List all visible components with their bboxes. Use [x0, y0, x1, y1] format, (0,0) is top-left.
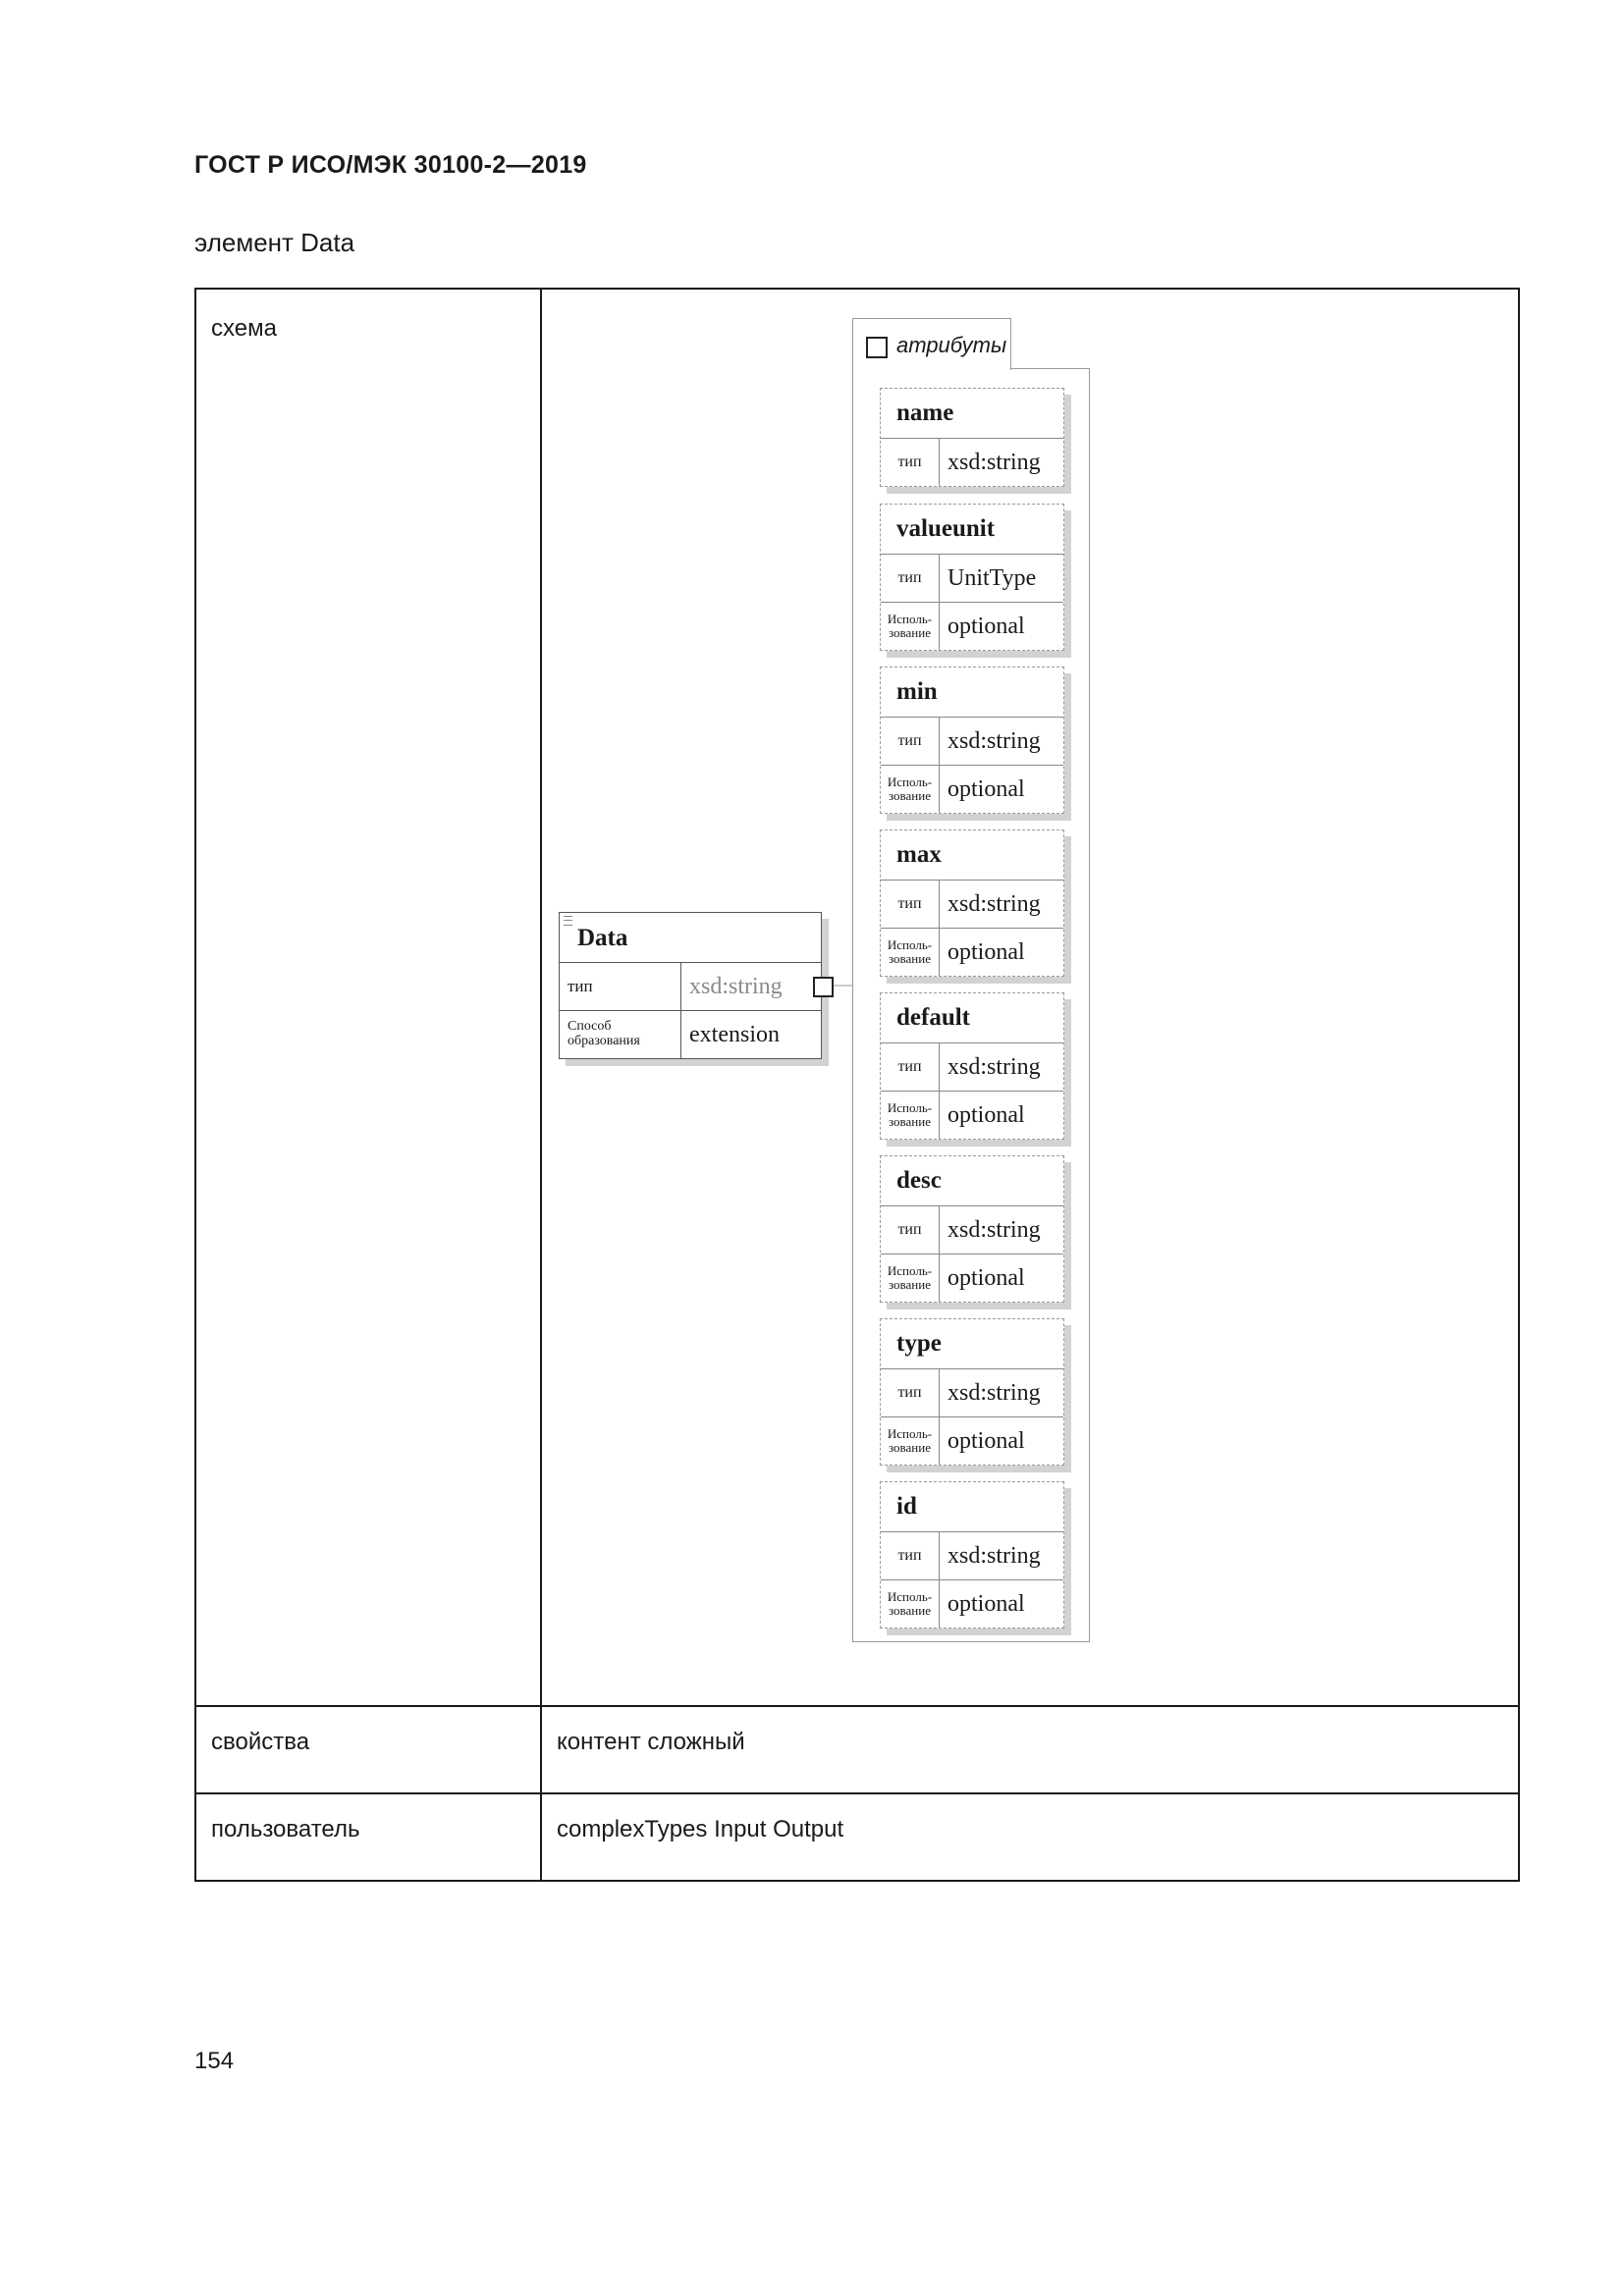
attribute-type-label: тип — [881, 1369, 940, 1416]
attribute-name[interactable] — [880, 388, 1064, 487]
attribute-type-label: тип — [881, 1532, 940, 1579]
element-title-row — [560, 913, 821, 963]
attribute-usage-row — [881, 1092, 1063, 1139]
attribute-type-value: xsd:string — [947, 727, 1041, 754]
attribute-usage-label: Исполь-зование — [881, 1092, 940, 1139]
attribute-name: default — [881, 993, 1063, 1043]
schema-row — [195, 289, 1519, 1706]
attribute-type-row — [881, 439, 1063, 486]
attribute-name: valueunit — [881, 505, 1063, 555]
user-value: complexTypes Input Output — [541, 1793, 1519, 1881]
attribute-usage-value: optional — [947, 1590, 1025, 1617]
attribute-type-value: xsd:string — [947, 1542, 1041, 1569]
attribute-usage-row — [881, 603, 1063, 650]
attribute-type-row — [881, 1206, 1063, 1255]
schema-diagram — [542, 290, 1518, 1678]
attribute-max[interactable] — [880, 829, 1064, 977]
attribute-usage-row — [881, 766, 1063, 813]
attribute-name: type — [881, 1319, 1063, 1369]
documentation-icon — [564, 916, 572, 926]
attributes-checkbox-icon — [866, 337, 888, 358]
attribute-id[interactable] — [880, 1481, 1064, 1629]
attribute-type-row — [881, 1532, 1063, 1580]
attribute-type-value: xsd:string — [947, 1053, 1041, 1080]
attribute-name: max — [881, 830, 1063, 881]
attribute-usage-value: optional — [947, 775, 1025, 802]
attribute-usage-row — [881, 929, 1063, 976]
attribute-usage-label: Исполь-зование — [881, 603, 940, 650]
attribute-usage-value: optional — [947, 613, 1025, 639]
attribute-usage-value: optional — [947, 1264, 1025, 1291]
page-number: 154 — [194, 2048, 235, 2074]
document-header: ГОСТ Р ИСО/МЭК 30100-2—2019 — [194, 151, 587, 179]
attributes-tab[interactable] — [852, 318, 1011, 370]
user-label: пользователь — [195, 1793, 541, 1881]
element-derivation-value: extension — [689, 1021, 780, 1047]
schema-label: схема — [195, 289, 541, 1706]
properties-label: свойства — [195, 1706, 541, 1793]
element-caption: элемент Data — [194, 228, 355, 257]
element-name: Data — [577, 925, 628, 951]
attribute-usage-value: optional — [947, 938, 1025, 965]
attribute-type-label: тип — [881, 555, 940, 602]
attribute-type-row — [881, 1369, 1063, 1417]
element-derivation-row — [560, 1011, 821, 1058]
attribute-type-row — [881, 718, 1063, 766]
attribute-type-row — [881, 555, 1063, 603]
attribute-desc[interactable] — [880, 1155, 1064, 1303]
attribute-usage-label: Исполь-зование — [881, 766, 940, 813]
attribute-name: min — [881, 667, 1063, 718]
attribute-type-label: тип — [881, 439, 940, 486]
attribute-usage-label: Исполь-зование — [881, 1255, 940, 1302]
attribute-type-label: тип — [881, 1206, 940, 1254]
element-spec-table — [194, 288, 1520, 1882]
attribute-usage-value: optional — [947, 1101, 1025, 1128]
attribute-type-value: UnitType — [947, 564, 1037, 591]
element-type-value: xsd:string — [689, 973, 783, 999]
attributes-title: атрибуты — [896, 333, 1007, 357]
attribute-name: name — [881, 389, 1063, 439]
element-data-box[interactable] — [559, 912, 822, 1059]
attribute-default[interactable] — [880, 992, 1064, 1140]
element-type-row — [560, 963, 821, 1011]
attribute-min[interactable] — [880, 667, 1064, 814]
element-type-label: тип — [560, 963, 681, 1010]
schema-diagram-cell — [541, 289, 1519, 1706]
attribute-usage-label: Исполь-зование — [881, 929, 940, 976]
attribute-type-value: xsd:string — [947, 1216, 1041, 1243]
properties-value: контент сложный — [541, 1706, 1519, 1793]
attribute-usage-label: Исполь-зование — [881, 1417, 940, 1465]
attribute-usage-row — [881, 1255, 1063, 1302]
attribute-type[interactable] — [880, 1318, 1064, 1466]
attribute-usage-label: Исполь-зование — [881, 1580, 940, 1628]
attribute-name: desc — [881, 1156, 1063, 1206]
attribute-type-value: xsd:string — [947, 890, 1041, 917]
attribute-type-label: тип — [881, 718, 940, 765]
attribute-type-value: xsd:string — [947, 449, 1041, 475]
element-derivation-label: Способ образования — [560, 1011, 681, 1058]
attribute-type-value: xsd:string — [947, 1379, 1041, 1406]
properties-row — [195, 1706, 1519, 1793]
attribute-type-row — [881, 881, 1063, 929]
attribute-name: id — [881, 1482, 1063, 1532]
attribute-type-label: тип — [881, 1043, 940, 1091]
attribute-type-label: тип — [881, 881, 940, 928]
expand-attributes-icon[interactable] — [813, 977, 834, 997]
attribute-usage-row — [881, 1417, 1063, 1465]
attribute-valueunit[interactable] — [880, 504, 1064, 651]
attribute-usage-value: optional — [947, 1427, 1025, 1454]
attribute-type-row — [881, 1043, 1063, 1092]
attribute-usage-row — [881, 1580, 1063, 1628]
user-row — [195, 1793, 1519, 1881]
